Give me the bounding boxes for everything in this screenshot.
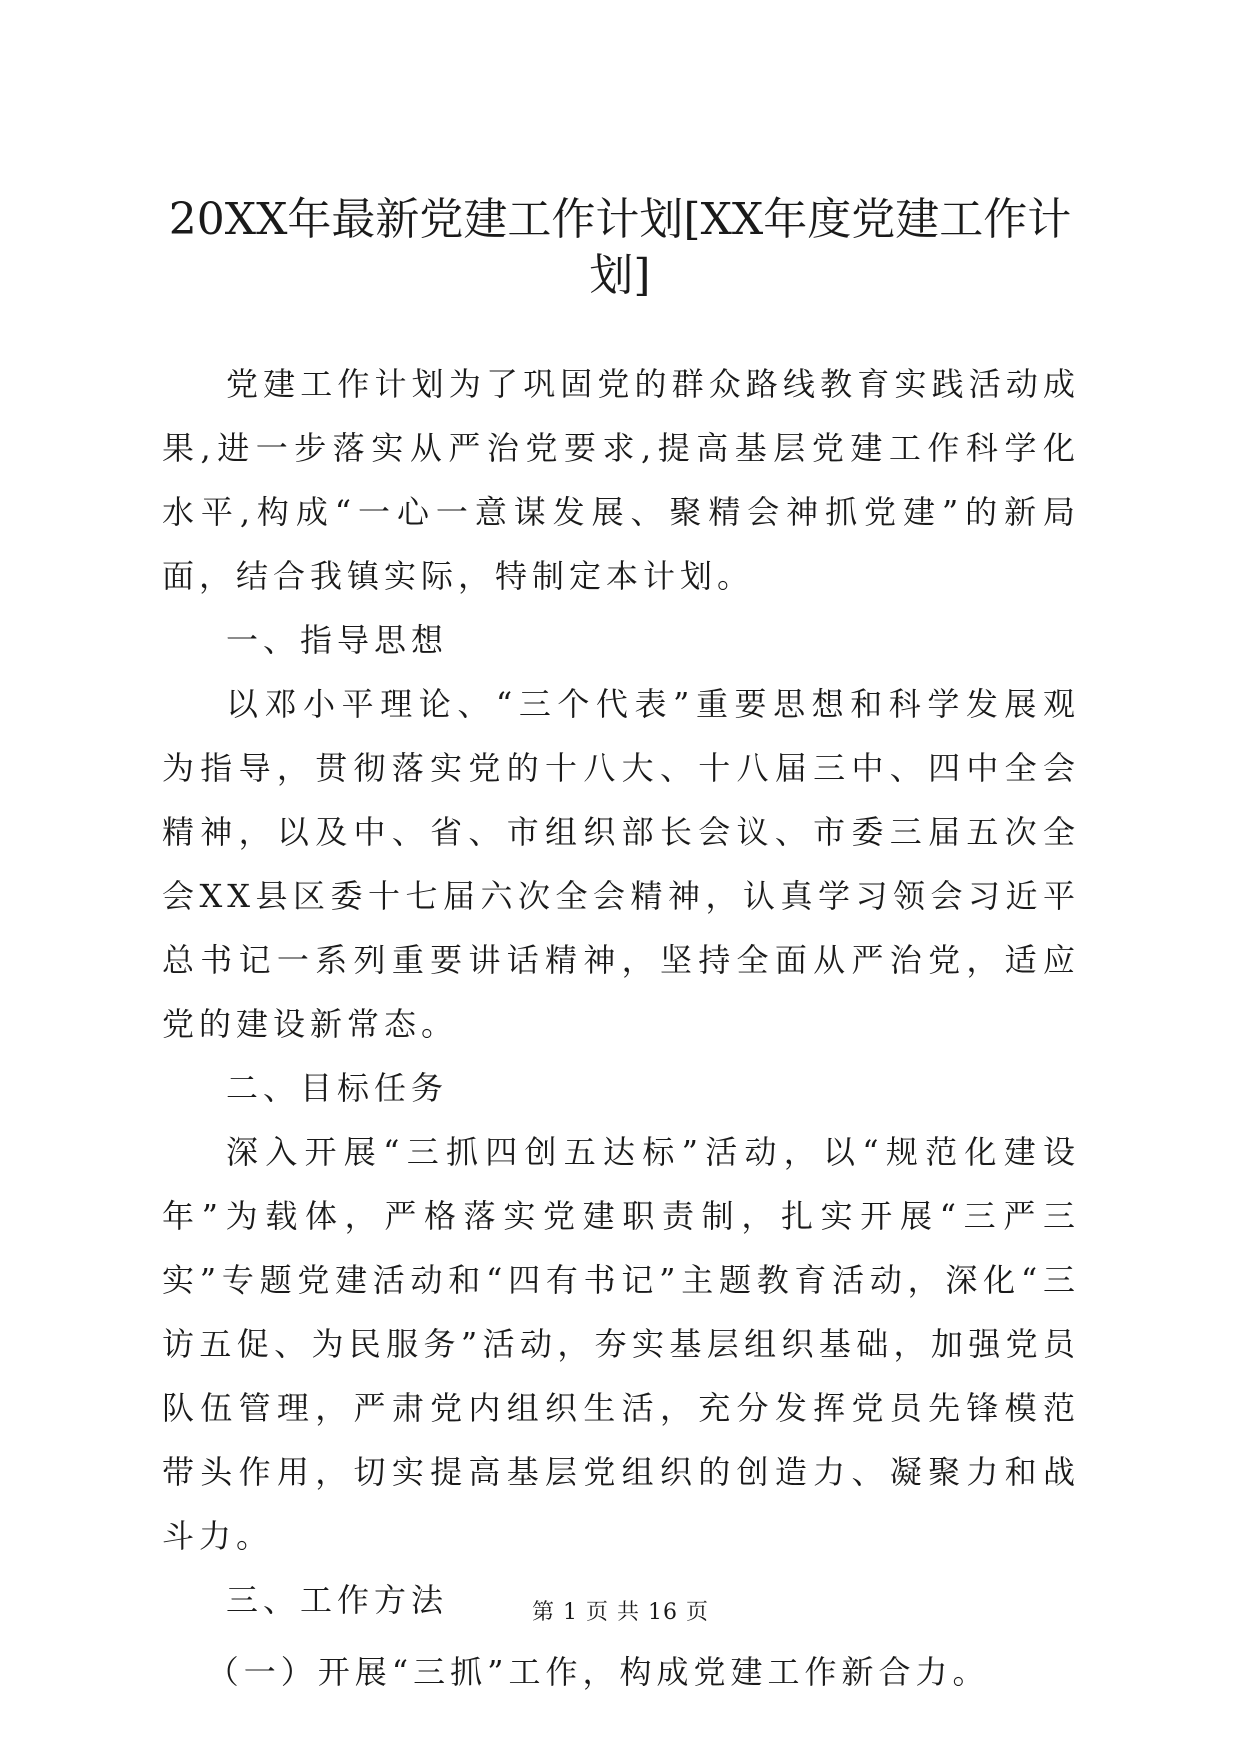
paragraph-goals: 深入开展“三抓四创五达标”活动，以“规范化建设年”为载体，严格落实党建职责制，扎实开展“三严三实”专题党建活动和“四有书记”主题教育活动，深化“三访五促、为民服务”活动，夯实基层组织基础，加强党员队伍管理，严肃党内组织生活，充分发挥党员先锋模范带头作用，切实提高基层党组织的创造力、凝聚力和战斗力。	[162, 1133, 1080, 1555]
document-body	[162, 352, 1080, 1704]
section-heading-guiding-ideology: 一、指导思想	[226, 621, 449, 659]
paragraph-guiding-ideology: 以邓小平理论、“三个代表”重要思想和科学发展观为指导，贯彻落实党的十八大、十八届三中、四中全会精神，以及中、省、市组织部长会议、市委三届五次全会XX县区委十七届六次全会精神，认真学习领会习近平总书记一系列重要讲话精神，坚持全面从严治党，适应党的建设新常态。	[162, 685, 1080, 1043]
paragraph-intro: 党建工作计划为了巩固党的群众路线教育实践活动成果,进一步落实从严治党要求,提高基层党建工作科学化水平,构成“一心一意谋发展、聚精会神抓党建”的新局面，结合我镇实际，特制定本计划。	[162, 365, 1080, 595]
document-title: 20XX年最新党建工作计划[XX年度党建工作计划]	[168, 194, 1072, 301]
section-heading-goals: 二、目标任务	[226, 1069, 449, 1107]
section-heading-methods: 三、工作方法	[226, 1581, 449, 1619]
page-number-footer: 第 1 页 共 16 页	[532, 1600, 709, 1625]
subsection-heading-three-grasps: （一）开展“三抓”工作，构成党建工作新合力。	[206, 1653, 990, 1691]
